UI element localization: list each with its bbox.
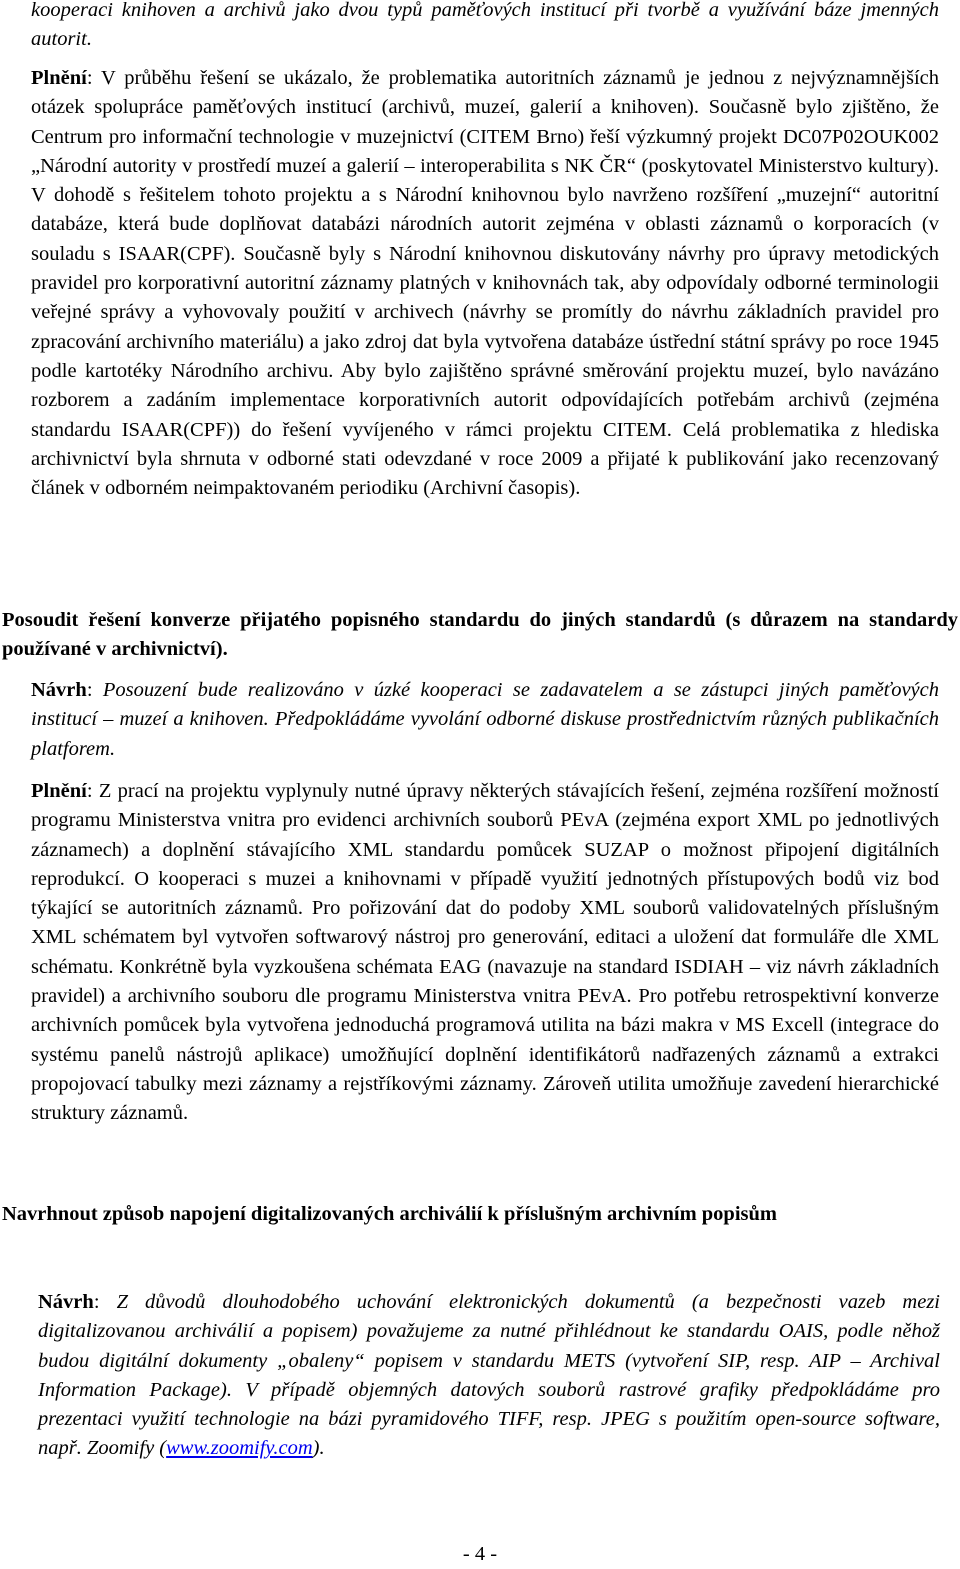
intro-paragraph: kooperaci knihoven a archivů jako dvou typů paměťových institucí při tvorbě a využívání báze jmenných autorit. xyxy=(31,0,939,51)
zoomify-link[interactable]: www.zoomify.com xyxy=(166,1437,313,1460)
navrh-end: ). xyxy=(312,1437,325,1460)
page-number: - 4 - xyxy=(462,1543,498,1565)
navrh-paragraph-2 xyxy=(38,1288,940,1464)
navrh-label: Návrh xyxy=(38,1291,94,1313)
navrh-paragraph-1 xyxy=(31,676,939,764)
plneni-label: Plnění xyxy=(31,780,87,802)
plneni-paragraph-1 xyxy=(31,64,939,503)
navrh-text: Posouzení bude realizováno v úzké kooperaci se zadavatelem a se zástupci jiných paměťových institucí – muzeí a knihoven. Předpokládáme vyvolání odborné diskuse prostřednictvím různých publikačních platforem. xyxy=(31,679,940,760)
navrh-colon: : xyxy=(93,1291,117,1313)
navrh-label: Návrh xyxy=(31,679,87,701)
navrh-text: Z důvodů dlouhodobého uchování elektronických dokumentů (a bezpečnosti vazeb mezi digitalizovanou archiválií a popisem) považujeme za nutné přihlédnout ke standardu OAIS, podle něhož budou digitální dokumenty „obaleny“ popisem v standardu METS (vytvoření SIP, resp. AIP – Archival Information Package). V případě objemných datových souborů rastrové grafiky předpokládáme pro prezentaci využití technologie na bázi pyramidového TIFF, resp. JPEG s použitím open-source software, např. Zoomify ( xyxy=(38,1291,940,1460)
plneni-text: : V průběhu řešení se ukázalo, že problematika autoritních záznamů je jednou z nejvýznamnějších otázek spolupráce paměťových institucí (archivů, muzeí, galerií a knihoven). Současně bylo zjištěno, že Centrum pro informační technologie v muzejnictví (CITEM Brno) řeší výzkumný projekt DC07P02OUK002 „Národní autority v prostředí muzeí a galerií – interoperabilita s NK ČR“ (poskytovatel Ministerstvo kultury). V dohodě s řešitelem tohoto projektu a s Národní knihovnou bylo navrženo rozšíření „muzejní“ autoritní databáze, která bude doplňovat databázi národních autorit zejména v oblasti záznamů o korporacích (v souladu s ISAAR(CPF). Současně byly s Národní knihovnou diskutovány návrhy pro úpravy metodických pravidel pro korporativní autoritní záznamy platných v knihovnách tak, aby odpovídaly odborné terminologii veřejné správy a vyhovovaly použití v archivech (návrhy se promítly do návrhu základních pravidel pro zpracování archivního materiálu) a jako zdroj dat byla vytvořena databáze ústřední státní správy po roce 1945 podle kartotéky Národního archivu. Aby bylo zajištěno správné směrování projektu muzeí, bylo navázáno rozborem a zadáním implementace korporativních autorit odpovídajících potřebám archivů (zejména standardu ISAAR(CPF)) do řešení vyvíjeného v rámci projektu CITEM. Celá problematika z hlediska archivnictví byla shrnuta v odborné stati odevzdané v roce 2009 a přijaté k publikování jako recenzovaný článek v odborném neimpaktovaném periodiku (Archivní časopis). xyxy=(31,67,939,500)
section-heading-conversion: Posoudit řešení konverze přijatého popisného standardu do jiných standardů (s důrazem na standardy používané v archivnictví). xyxy=(2,609,958,661)
plneni-text: : Z prací na projektu vyplynuly nutné úpravy některých stávajících řešení, zejména rozšíření možností programu Ministerstva vnitra pro evidenci archivních souborů PEvA (zejména export XML po jednotlivých záznamech) a doplnění stávajícího XML standardu pomůcek SUZAP o možnost připojení digitálních reprodukcí. O kooperaci s muzei a knihovnami v případě využití jednotných přístupových bodů viz bod týkající se autoritních záznamů. Pro pořizování dat do podoby XML souborů validovatelných příslušným XML schématem byl vytvořen softwarový nástroj pro generování, editaci a uložení dat formuláře dle XML schématu. Konkrétně byla vyzkoušena schémata EAG (navazuje na standard ISDIAH – viz návrh základních pravidel) a archivního souboru dle programu Ministerstva vnitra PEvA. Pro potřebu retrospektivní konverze archivních pomůcek byla vytvořena jednoduchá programová utilita na bázi makra v MS Excell (integrace do systému panelů nástrojů aplikace) umožňující doplnění identifikátorů nadřazených záznamů a extrakci propojovací tabulky mezi záznamy a rejstříkovými záznamy. Zároveň utilita umožňuje zavedení hierarchické struktury záznamů. xyxy=(31,780,939,1125)
plneni-label: Plnění xyxy=(31,67,87,89)
section-heading-digitization: Navrhnout způsob napojení digitalizovaných archiválií k příslušným archivním popisům xyxy=(2,1203,777,1225)
navrh-colon: : xyxy=(86,679,103,701)
plneni-paragraph-2 xyxy=(31,777,939,1129)
